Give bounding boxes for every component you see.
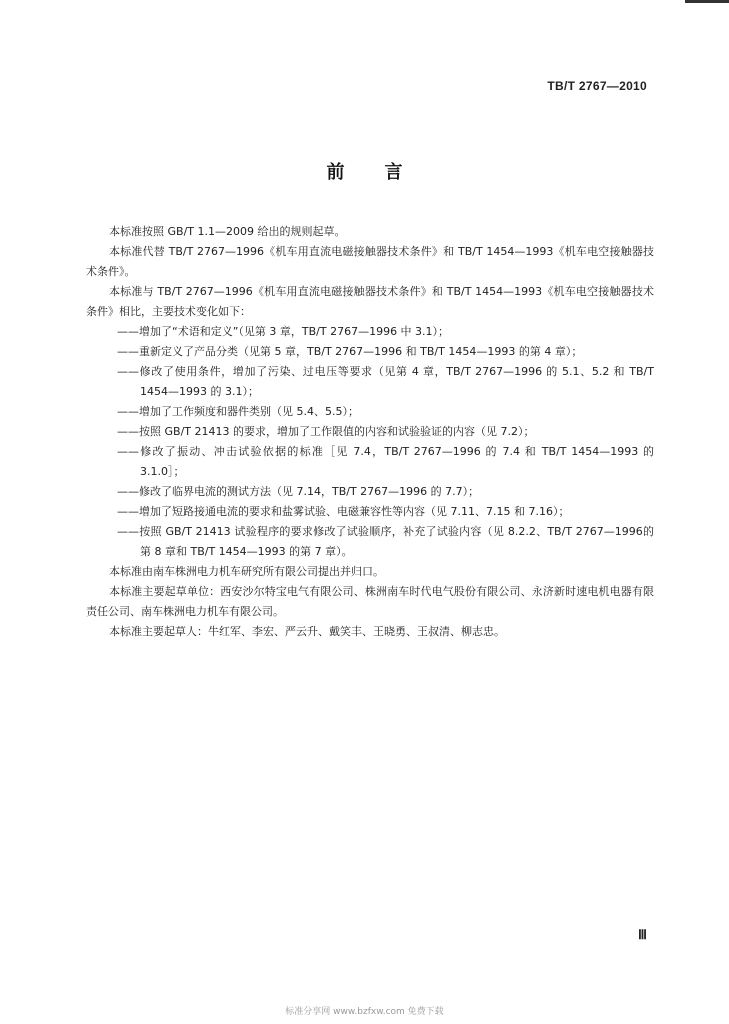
change-item: ——修改了临界电流的测试方法（见 7.14，TB/T 2767—1996 的 7.7）； (117, 485, 480, 498)
change-item: ——修改了使用条件，增加了污染、过电压等要求（见第 4 章，TB/T 2767—1996 的 5.1、5.2 和 TB/T 1454—1993 的 3.1）； (117, 365, 654, 398)
watermark-footer: 标准分享网 www.bzfxw.com 免费下载 (285, 1007, 444, 1017)
change-item: ——修改了振动、冲击试验依据的标准［见 7.4，TB/T 2767—1996 的 7.4 和 TB/T 1454—1993 的 3.1.0］； (117, 445, 654, 478)
document-code: TB/T 2767—2010 (547, 79, 647, 93)
paragraph-changes-intro: 本标准与 TB/T 2767—1996《机车用直流电磁接触器技术条件》和 TB/T 1454—1993《机车电空接触器技术条件》相比，主要技术变化如下： (86, 285, 654, 318)
change-item: ——增加了工作频度和器件类别（见 5.4、5.5）； (117, 405, 359, 418)
paragraph-drafting-units: 本标准主要起草单位：西安沙尔特宝电气有限公司、株洲南车时代电气股份有限公司、永济新时速电机电器有限责任公司、南车株洲电力机车有限公司。 (86, 585, 654, 618)
change-item: ——按照 GB/T 21413 试验程序的要求修改了试验顺序，补充了试验内容（见 8.2.2、TB/T 2767—1996的第 8 章和 TB/T 1454—1993 的第 7 章）。 (117, 525, 654, 558)
foreword-body (86, 222, 654, 642)
change-item: ——按照 GB/T 21413 的要求，增加了工作限值的内容和试验验证的内容（见 7.2）； (117, 425, 535, 438)
paragraph-drafting-rules: 本标准按照 GB/T 1.1—2009 给出的规则起草。 (109, 225, 346, 238)
paragraph-drafters: 本标准主要起草人：牛红军、李宏、严云升、戴笑丰、王晓勇、王叔清、柳志忠。 (109, 625, 505, 638)
change-item: ——增加了“术语和定义”（见第 3 章，TB/T 2767—1996 中 3.1）； (117, 325, 450, 338)
change-item: ——重新定义了产品分类（见第 5 章，TB/T 2767—1996 和 TB/T 1454—1993 的第 4 章）； (117, 345, 583, 358)
page-title: 前言 (326, 162, 443, 183)
page-number: Ⅲ (638, 927, 647, 942)
paragraph-proposer: 本标准由南车株洲电力机车研究所有限公司提出并归口。 (109, 565, 384, 578)
corner-mark (685, 0, 729, 3)
paragraph-replaces: 本标准代替 TB/T 2767—1996《机车用直流电磁接触器技术条件》和 TB/T 1454—1993《机车电空接触器技术条件》。 (86, 245, 654, 278)
change-item: ——增加了短路接通电流的要求和盐雾试验、电磁兼容性等内容（见 7.11、7.15 和 7.16）； (117, 505, 570, 518)
